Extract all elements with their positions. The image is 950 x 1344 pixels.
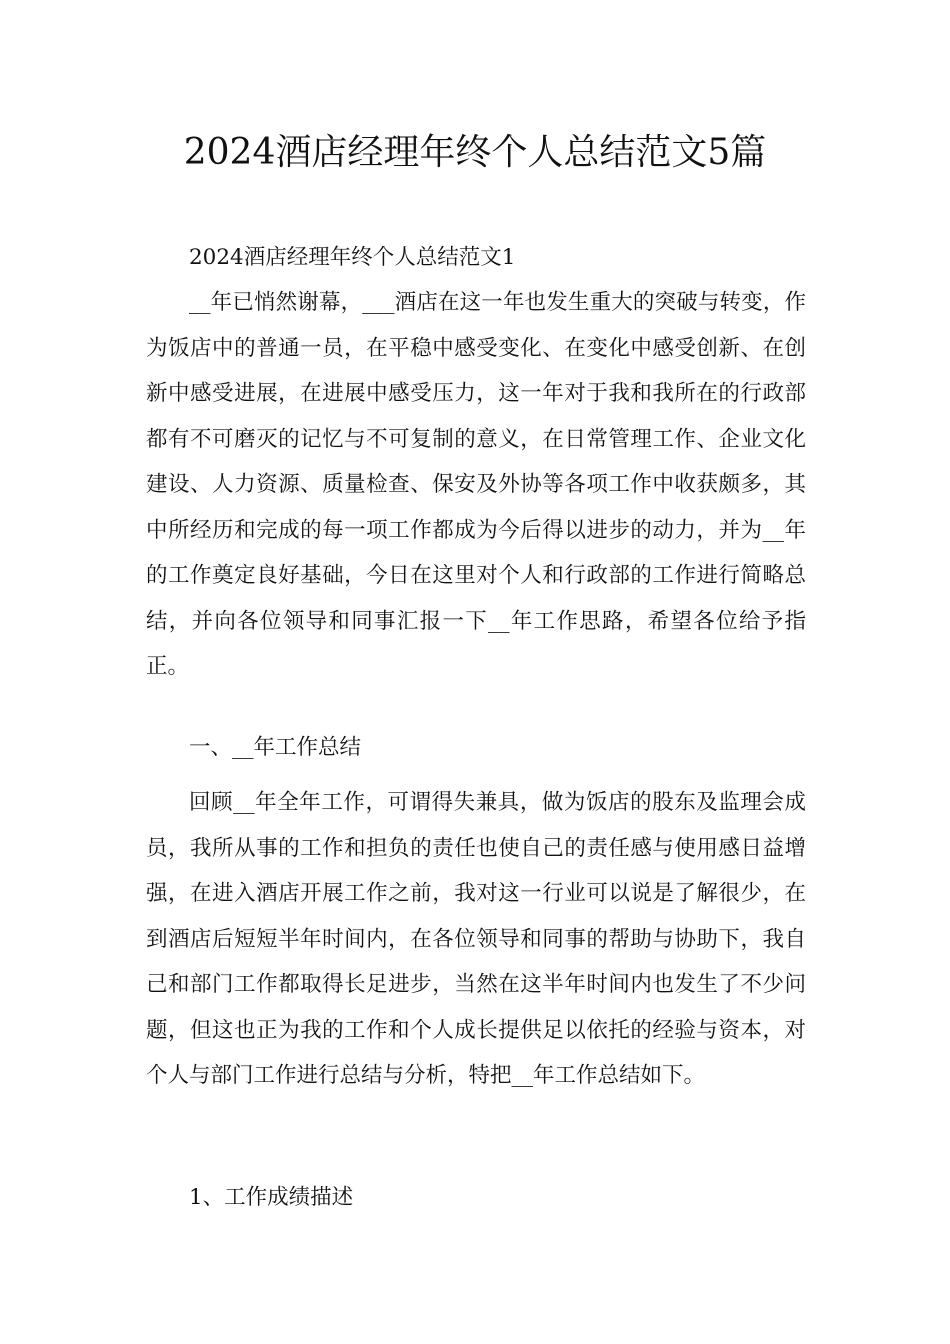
review-paragraph-block xyxy=(146,780,806,1099)
subsection-heading-block xyxy=(146,1175,806,1221)
section-heading-block xyxy=(146,725,806,771)
intro-paragraph: __年已悄然谢幕，___酒店在这一年也发生重大的突破与转变，作为饭店中的普通一员，在平稳中感受变化、在变化中感受创新、在创新中感受进展，在进展中感受压力，这一年对于我和我所在的行政部都有不可磨灭的记忆与不可复制的意义，在日常管理工作、企业文化建设、人力资源、质量检查、保安及外协等各项工作中收获颇多，其中所经历和完成的每一项工作都成为今后得以进步的动力，并为__年的工作奠定良好基础，今日在这里对个人和行政部的工作进行简略总结，并向各位领导和同事汇报一下__年工作思路，希望各位给予指正。 xyxy=(146,290,806,679)
subtitle-block xyxy=(146,235,806,281)
document-title: 2024酒店经理年终个人总结范文5篇 xyxy=(183,132,767,173)
section-heading: 一、__年工作总结 xyxy=(189,735,362,760)
review-paragraph: 回顾__年全年工作，可谓得失兼具，做为饭店的股东及监理会成员，我所从事的工作和担负的责任也使自己的责任感与使用感日益增强，在进入酒店开展工作之前，我对这一行业可以说是了解很少，在到酒店后短短半年时间内，在各位领导和同事的帮助与协助下，我自己和部门工作都取得长足进步，当然在这半年时间内也发生了不少问题，但这也正为我的工作和个人成长提供足以依托的经验与资本，对个人与部门工作进行总结与分析，特把__年工作总结如下。 xyxy=(146,790,806,1088)
article-subtitle: 2024酒店经理年终个人总结范文1 xyxy=(189,245,516,270)
intro-paragraph-block xyxy=(146,280,806,690)
subsection-heading: 1、工作成绩描述 xyxy=(189,1185,354,1210)
